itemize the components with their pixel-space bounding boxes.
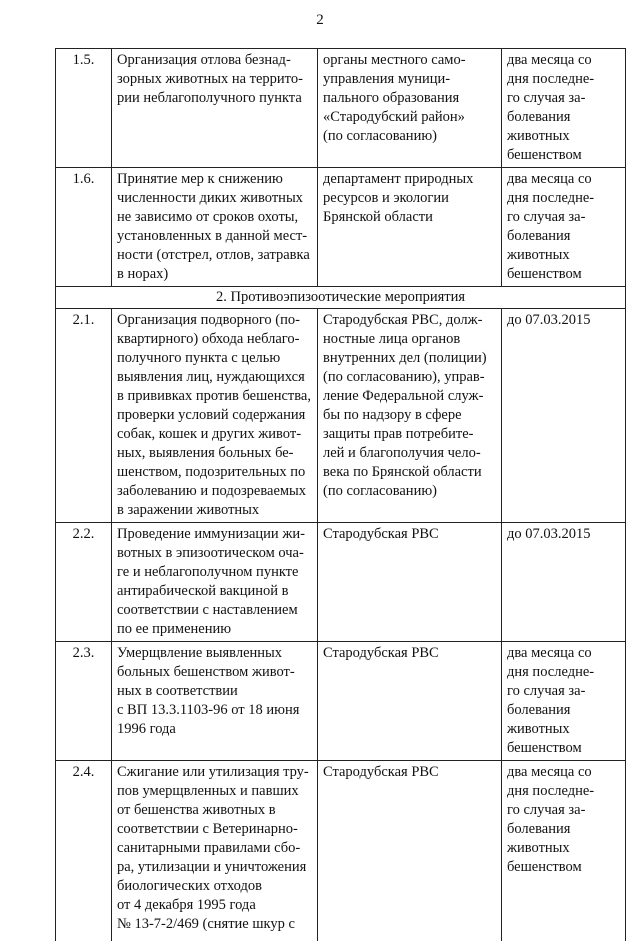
measure-text: Сжигание или утилизация тру- пов умерщвленных и павших от бешенства животных в соответствии с Ветеринарно- санитарными правилами сбо- ра, утилизации и уничтожения биологических отходов от 4 декабря 1995 года № 13-7-2/469 (снятие шкур с <box>112 761 318 941</box>
row-number: 2.2. <box>56 523 112 642</box>
measure-text: Проведение иммунизации жи- вотных в эпизоотическом оча- ге и неблагополучном пункте антирабической вакциной в соответствии с наставлением по ее применению <box>112 523 318 642</box>
measure-text: Умерщвление выявленных больных бешенством живот- ных в соответствии с ВП 13.3.1103-96 от 18 июня 1996 года <box>112 642 318 761</box>
row-number: 2.1. <box>56 309 112 523</box>
executor-text: Стародубская РВС, долж- ностные лица органов внутренних дел (полиции) (по согласованию), управ- ление Федеральной служ- бы по надзору в сфере защиты прав потребите- лей и благополучия чело- века по Брянской области (по согласованию) <box>318 309 502 523</box>
executor-text: департамент природных ресурсов и экологии Брянской области <box>318 168 502 287</box>
deadline-text: два месяца со дня последне- го случая за- болевания животных бешенством <box>502 168 626 287</box>
deadline-text: до 07.03.2015 <box>502 523 626 642</box>
deadline-text: до 07.03.2015 <box>502 309 626 523</box>
deadline-text: два месяца со дня последне- го случая за- болевания животных бешенством <box>502 49 626 168</box>
executor-text: Стародубская РВС <box>318 523 502 642</box>
measure-text: Организация отлова безнад- зорных животных на террито- рии неблагополучного пункта <box>112 49 318 168</box>
row-number: 2.4. <box>56 761 112 941</box>
table-row <box>56 309 626 523</box>
executor-text: Стародубская РВС <box>318 761 502 941</box>
page-number: 2 <box>316 12 324 28</box>
table-row <box>56 49 626 168</box>
section-title: 2. Противоэпизоотические мероприятия <box>56 287 626 309</box>
table-row <box>56 642 626 761</box>
executor-text: органы местного само- управления муници- пального образования «Стародубский район» (по согласованию) <box>318 49 502 168</box>
table-row <box>56 761 626 941</box>
deadline-text: два месяца со дня последне- го случая за- болевания животных бешенством <box>502 761 626 941</box>
row-number: 1.6. <box>56 168 112 287</box>
section-row <box>56 287 626 309</box>
deadline-text: два месяца со дня последне- го случая за- болевания животных бешенством <box>502 642 626 761</box>
table-row <box>56 168 626 287</box>
measure-text: Принятие мер к снижению численности диких животных не зависимо от сроков охоты, установленных в данной мест- ности (отстрел, отлов, затравка в норах) <box>112 168 318 287</box>
measure-text: Организация подворного (по- квартирного) обхода неблаго- получного пункта с целью выявления лиц, нуждающихся в прививках против бешенства, проверки условий содержания собак, кошек и других живот- ных, выявления больных бе- шенством, подозрительных по заболеванию и подозреваемых в заражении животных <box>112 309 318 523</box>
executor-text: Стародубская РВС <box>318 642 502 761</box>
row-number: 2.3. <box>56 642 112 761</box>
table-row <box>56 523 626 642</box>
measures-table <box>55 48 626 941</box>
row-number: 1.5. <box>56 49 112 168</box>
